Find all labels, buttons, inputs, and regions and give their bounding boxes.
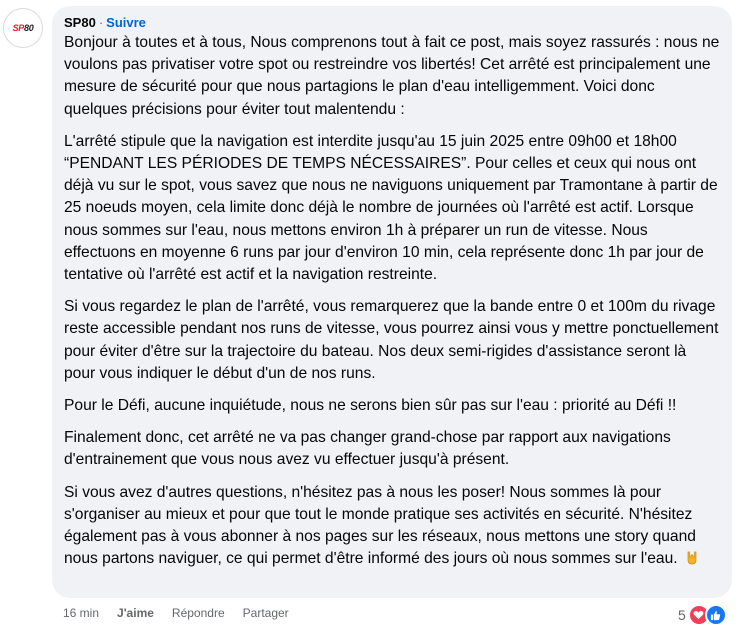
comment-paragraph-last	[64, 482, 720, 573]
comment-bubble	[52, 6, 732, 598]
reply-button[interactable]: Répondre	[171, 606, 225, 620]
avatar[interactable]	[3, 8, 43, 48]
sp80-logo: SP80	[12, 23, 34, 33]
comment-paragraph: Si vous regardez le plan de l'arrêté, vous remarquerez que la bande entre 0 et 100m du rivage reste accessible pendant nos runs de vitesse, vous pourrez ainsi vous y mettre ponctuellement pour éviter d'être sur la trajectoire du bateau. Nos deux semi-rigides d'assistance seront là pour vous indiquer le début d'un de nos runs.	[64, 298, 719, 382]
comment-paragraph: L'arrêté stipule que la navigation est interdite jusqu'au 15 juin 2025 entre 09h00 et 18h00 “PENDANT LES PÉRIODES DE TEMPS NÉCESSAIRES”. Pour celles et ceux qui nous ont déjà vu sur le spot, vous savez que nous ne naviguons uniquement par Tramontane à partir de 25 noeuds moyen, cela limite donc déjà le nombre de journées où l'arrêté est actif. Lorsque nous sommes sur l'eau, nous mettons environ 1h à préparer un run de vitesse. Nous effectuons en moyenne 6 runs par jour d'environ 10 min, cela représente donc 1h par jour de tentative où l'arrêté est actif et la navigation restreinte.	[64, 132, 718, 284]
like-button[interactable]: J'aime	[117, 606, 154, 620]
reactions-summary[interactable]	[678, 604, 727, 626]
comment-actions	[63, 606, 307, 620]
reaction-count: 5	[678, 607, 686, 623]
author-name[interactable]: SP80	[64, 15, 96, 30]
rock-hand-emoji-icon	[684, 549, 700, 572]
comment-header	[64, 15, 720, 31]
share-button[interactable]: Partager	[242, 606, 289, 620]
comment-paragraph: Bonjour à toutes et à tous, Nous comprenons tout à fait ce post, mais soyez rassurés : nous ne voulons pas privatiser votre spot ou restreindre vos libertés! Cet arrêté est principalement une mesure de sécurité pour que nous partagions le plan d'eau intelligemment. Voici donc quelques précisions pour éviter tout malentendu :	[64, 34, 720, 118]
like-reaction-icon	[705, 604, 727, 626]
timestamp[interactable]: 16 min	[63, 606, 100, 620]
follow-button[interactable]: Suivre	[106, 15, 146, 30]
comment-paragraph: Finalement donc, cet arrêté ne va pas changer grand-chose par rapport aux navigations d'entrainement que vous nous avez vu effectuer jusqu'à présent.	[64, 429, 671, 469]
comment-paragraph: Pour le Défi, aucune inquiétude, nous ne serons bien sûr pas sur l'eau : priorité au Défi !!	[64, 397, 677, 415]
comment-paragraph-text: Si vous avez d'autres questions, n'hésitez pas à nous les poser! Nous sommes là pour s'organiser au mieux et pour que tout le monde pratique ses activités en sécurité. N'hésitez également pas à vous abonner à nos pages sur les réseaux, nous mettons une story quand nous partons naviguer, ce qui permet d'être informé des jours où nous sommes sur l'eau.	[64, 483, 696, 568]
separator-dot: ·	[98, 15, 104, 30]
